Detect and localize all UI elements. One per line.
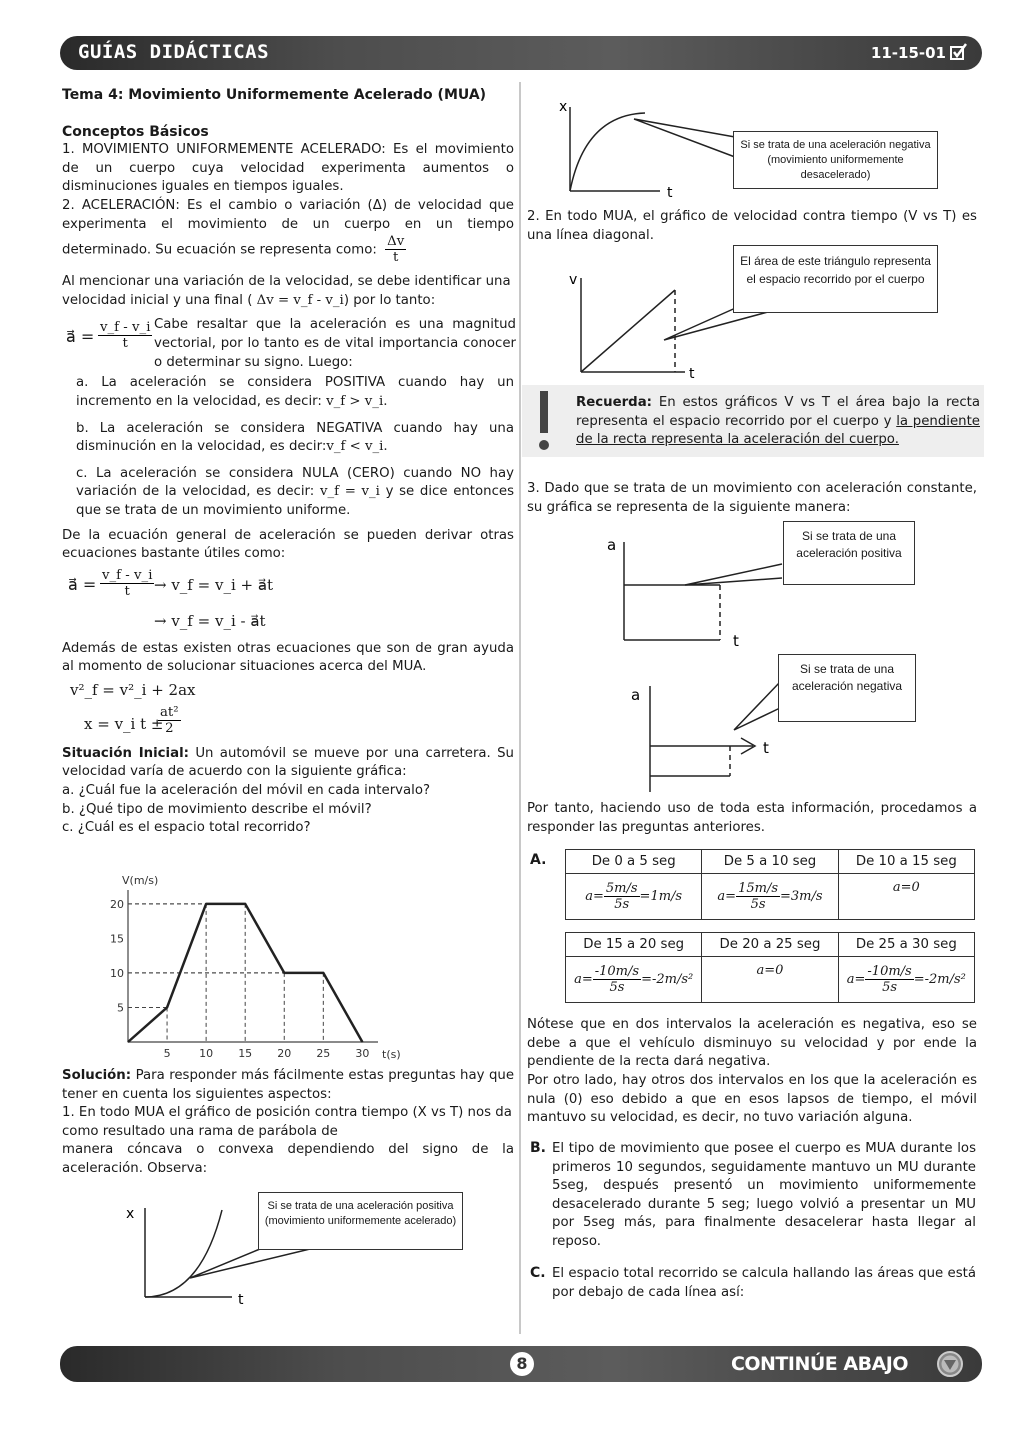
table-cell: a= $\frac{-10m/s}{5s}$ =-2m/s² [566, 957, 702, 1003]
x-axis-label: t(s) [382, 1048, 401, 1061]
table-header: De 10 a 15 seg [838, 850, 974, 874]
topic-title: Tema 4: Movimiento Uniformemente Acelerado (MUA) [62, 87, 487, 103]
t-axis-label: t [689, 366, 695, 382]
column-divider [519, 82, 521, 1334]
vector-note: Cabe resaltar que la aceleración es una magnitud vectorial, por lo tanto es de vital importancia conocer o determinar su signo. Luego: [154, 317, 516, 370]
accel-fraction: $\frac{v\_f - v\_i}{t}$ [100, 320, 151, 352]
exclamation-icon [536, 391, 552, 451]
situation: Situación Inicial: Un automóvil se mueve por una carretera. Su velocidad varía de acuerdo con la siguiente gráfica: [62, 745, 514, 780]
a-axis-label: a [607, 536, 617, 554]
callout-pointer [680, 550, 790, 590]
aspect-3: 3. Dado que se trata de un movimiento con aceleración constante, su gráfica se representa de la siguiente manera: [527, 481, 977, 515]
derive-text: De la ecuación general de aceleración se pueden derivar otras ecuaciones bastante útiles como: [62, 527, 514, 562]
extra-text: Además de estas existen otras ecuaciones que son de gran ayuda al momento de solucionar situaciones acerca del MUA. [62, 640, 514, 675]
x-tick-label: 25 [316, 1047, 331, 1060]
table-cell: a= $\frac{5m/s}{5s}$ =1m/s [566, 874, 702, 920]
extra-equations: v²_f = v²_i + 2ax x = v_i t ± $\frac{\text{at²}}{2}$ [70, 680, 196, 736]
data-point [323, 972, 324, 973]
recuerda-text: Recuerda: En estos gráficos V vs T el área bajo la recta representa el espacio recorrido por el cuerpo y la pendiente de la recta representa la aceleración del cuerpo. [576, 395, 980, 448]
acceleration-table-2 [565, 932, 975, 1003]
question-b: b. ¿Qué tipo de movimiento describe el móvil? [62, 801, 372, 817]
table-header: De 0 a 5 seg [566, 850, 702, 874]
acceleration-time-positive-graph [600, 530, 760, 650]
table-header: De 20 a 25 seg [702, 933, 838, 957]
arrow-down-circle-icon[interactable] [936, 1350, 964, 1378]
aspect-1a: 1. En todo MUA el gráfico de posición contra tiempo (X vs T) nos da como resultado una rama de parábola de [62, 1105, 512, 1139]
t-axis-label: t [763, 739, 769, 757]
x-tick-label: 5 [163, 1047, 171, 1060]
y-axis-label: V(m/s) [122, 874, 159, 887]
callout-negative-acceleration: Si se trata de una aceleración negativa (movimiento uniformemente desacelerado) [733, 131, 938, 189]
t-axis-label: t [238, 1292, 244, 1308]
checkbox-checked-icon [950, 43, 968, 61]
x-axis-label: x [126, 1206, 135, 1222]
derived-eq-1: → v_f = v_i + a⃗t [154, 575, 274, 594]
data-point [245, 903, 246, 904]
x-tick-label: 20 [277, 1047, 292, 1060]
note-negative: Nótese que en dos intervalos la aceleración es negativa, eso se debe a que el vehículo disminuyo su velocidad y por ende la pendiente de la recta dará negativa. [527, 1017, 977, 1070]
acceleration-table-1 [565, 849, 975, 920]
table-cell: a=0 [702, 957, 838, 1003]
x-tick-label: 10 [199, 1047, 214, 1060]
header-title: GUÍAS DIDÁCTICAS [78, 41, 270, 63]
callout-pointer [630, 115, 740, 175]
x-axis-label: x [559, 99, 568, 115]
derived-eq-2: → v_f = v_i - a⃗t [154, 611, 266, 630]
t-axis-label: t [667, 185, 673, 200]
accel-lhs: a⃗ = [66, 327, 95, 347]
answer-b-label: B. [530, 1140, 546, 1156]
guide-code: 11-15-01 [870, 44, 946, 62]
data-point [284, 972, 285, 973]
data-point [167, 1007, 168, 1008]
table-header: De 15 a 20 seg [566, 933, 702, 957]
case-positive: a. La aceleración se considera POSITIVA cuando hay un incremento en la velocidad, es decir: v_f > v_i. [76, 375, 514, 409]
eq-v-squared: v²_f = v²_i + 2ax [70, 680, 196, 699]
footer-bar [60, 1346, 982, 1382]
table-row [566, 874, 975, 920]
table-cell: a= $\frac{15m/s}{5s}$ =3m/s [702, 874, 838, 920]
note-null: Por otro lado, hay otros dos intervalos en los que la aceleración es nula (0) eso debido a que en esos lapsos de tiempo, el móvil mantuvo su velocidad, es decir, no tuvo variación alguna. [527, 1073, 977, 1126]
left-column [62, 86, 514, 838]
y-tick-label: 15 [110, 932, 124, 946]
x-tick-label: 15 [238, 1047, 253, 1060]
table-header-row [566, 850, 975, 874]
concepts-heading: Conceptos Básicos [62, 123, 209, 140]
table-header: De 5 a 10 seg [702, 850, 838, 874]
eq-position: x = v_i t ± [84, 714, 164, 733]
data-point [128, 1042, 129, 1043]
header-bar [60, 36, 982, 70]
v-axis-label: v [569, 272, 578, 288]
table-cell: a= $\frac{-10m/s}{5s}$ =-2m/s² [838, 957, 974, 1003]
concept-1: 1. MOVIMIENTO UNIFORMEMENTE ACELERADO: Es el movimiento de un cuerpo cuya velocidad experimenta aumentos o disminuciones iguales en tiempos iguales. [62, 142, 514, 195]
table-header-row [566, 933, 975, 957]
solution-block [62, 1067, 514, 1179]
derived-equations: a⃗ = $\frac{v\_f - v\_i}{t}$ → v_f = v_i + a⃗t → v_f = v_i - a⃗t [68, 567, 274, 630]
callout-triangle-area: El área de este triángulo representa el espacio recorrido por el cuerpo [733, 245, 938, 313]
answer-a-label: A. [530, 852, 547, 868]
velocity-time-chart [95, 870, 415, 1062]
recuerda-box [522, 385, 984, 457]
accel-equation: $\frac{\Delta v}{t}$ [387, 234, 405, 266]
question-c: c. ¿Cuál es el espacio total recorrido? [62, 820, 311, 836]
question-a: a. ¿Cuál fue la aceleración del móvil en cada intervalo? [62, 783, 431, 799]
y-tick-label: 5 [117, 1001, 124, 1015]
y-tick-label: 10 [110, 966, 124, 980]
table-cell: a=0 [838, 874, 974, 920]
answer-c-label: C. [530, 1265, 546, 1281]
aspect-2: 2. En todo MUA, el gráfico de velocidad contra tiempo (V vs T) es una línea diagonal. [527, 209, 977, 243]
callout-positive-constant: Si se trata de una aceleración positiva [783, 521, 915, 585]
data-point [206, 903, 207, 904]
y-tick-label: 20 [110, 897, 124, 911]
solution-text: Solución: Para responder más fácilmente estas preguntas hay que tener en cuenta los siguientes aspectos: [62, 1068, 514, 1102]
table-row [566, 957, 975, 1003]
answer-b: El tipo de movimiento que posee el cuerpo es MUA durante los primeros 10 segundos, seguidamente mantuvo un MU durante 5seg, después presentó un movimiento uniformemente desacelerado durante 5 seg; luego volvió a presentar un MU por 5seg más, para finalmente desacelerar hasta llegar al reposo. [552, 1141, 976, 1249]
aspect-1b: manera cóncava o convexa dependiendo del signo de la aceleración. Observa: [62, 1142, 514, 1176]
vector-note-block [62, 316, 514, 372]
continue-label[interactable]: CONTINÚE ABAJO [730, 1353, 908, 1375]
t-axis-label: t [733, 632, 739, 650]
data-point [362, 1042, 363, 1043]
answer-c: El espacio total recorrido se calcula hallando las áreas que está por debajo de cada línea así: [552, 1266, 976, 1300]
a-axis-label: a [631, 686, 641, 704]
callout-positive-acceleration: Si se trata de una aceleración positiva (movimiento uniformemente acelerado) [258, 1192, 463, 1250]
x-tick-label: 30 [355, 1047, 370, 1060]
variation-text: Al mencionar una variación de la velocidad, se debe identificar una velocidad inicial y una final ( Δv = v_f - v_i) por lo tanto: [62, 274, 511, 308]
concept-2: 2. ACELERACIÓN: Es el cambio o variación (Δ) de velocidad que experimenta el movimiento de un cuerpo en un tiempo determinado. Su ecuación se representa como: $\frac{\Delta v}{t}$ [62, 197, 514, 266]
therefore-text: Por tanto, haciendo uso de toda esta información, procedamos a responder las preguntas anteriores. [527, 801, 977, 835]
case-negative: b. La aceleración se considera NEGATIVA cuando hay una disminución en la velocidad, es decir:v_f < v_i. [76, 420, 514, 455]
page-number: 8 [510, 1352, 534, 1376]
table-header: De 25 a 30 seg [838, 933, 974, 957]
case-null: c. La aceleración se considera NULA (CERO) cuando NO hay variación de la velocidad, es decir: v_f = v_i y se dice entonces que se trata de un movimiento uniforme. [76, 465, 514, 518]
callout-negative-constant: Si se trata de una aceleración negativa [778, 654, 916, 722]
